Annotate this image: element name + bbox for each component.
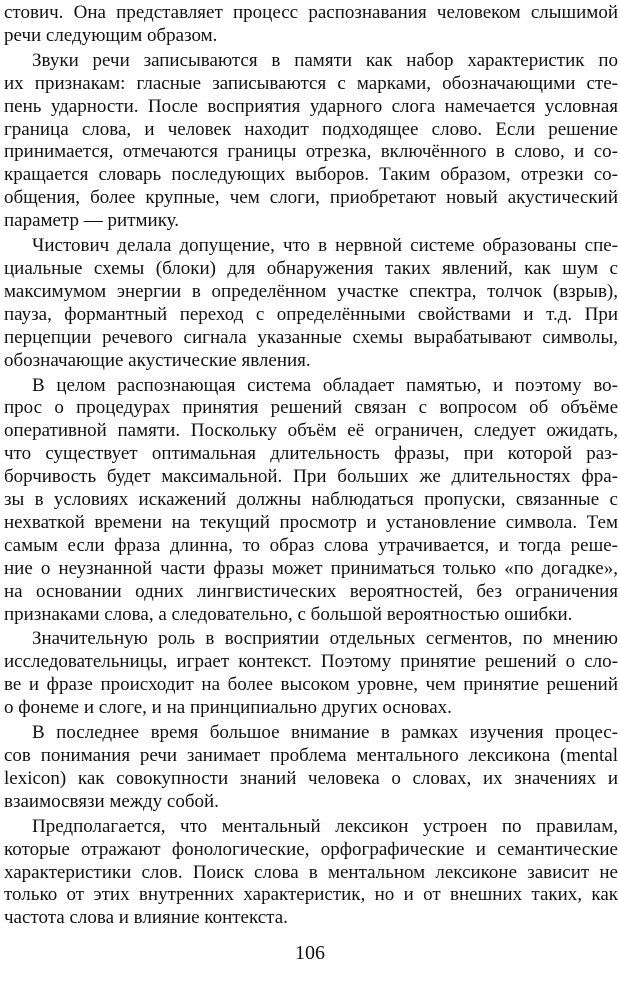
text-line: Звуки речи записываются в памяти как набор характеристик по (32, 49, 618, 71)
paragraph (4, 235, 618, 372)
text-line: параметр — ритмику. (4, 210, 179, 232)
body-text (0, 2, 620, 930)
text-line: речи следующим образом. (4, 24, 218, 46)
text-line: максимумом энергии в определённом участке спектра, толчок (взрыв), (4, 280, 618, 302)
text-line: их признакам: гласные записываются с марками, обозначающими сте- (4, 72, 618, 94)
text-line: Предполагается, что ментальный лексикон устроен по правилам, (32, 815, 618, 837)
text-line: только от этих внутренних характеристик, но и от внешних таких, как (4, 884, 618, 906)
text-line: циальные схемы (блоки) для обнаружения таких явлений, как шум с (4, 257, 618, 279)
text-line: зы в условиях искажений должны наблюдаться пропуски, связанные с (4, 489, 618, 511)
text-line: обозначающие акустические явления. (4, 349, 311, 371)
text-line: пень ударности. После восприятия ударного слога намечается условная (4, 95, 618, 117)
text-line: граница слова, и человек находит подходящее слово. Если решение (4, 118, 618, 140)
text-line: пауза, формантный переход с определёнными свойствами и т.д. При (4, 303, 618, 325)
text-line: что существует оптимальная длительность фразы, при которой раз- (4, 443, 618, 465)
text-line: которые отражают фонологические, орфографические и семантические (4, 838, 618, 860)
text-line: В последнее время большое внимание в рамках изучения процес- (32, 722, 618, 744)
text-line: сов понимания речи занимает проблема ментального лексикона (mental (4, 745, 618, 766)
text-line: борчивость будет максимальной. При больших же длительностях фра- (4, 466, 618, 488)
text-line: кращается словарь последующих выборов. Таким образом, отрезки со- (4, 164, 618, 186)
text-line: ние о неузнанной части фразы может приниматься только «по догадке», (4, 557, 618, 579)
paragraph (4, 375, 618, 627)
page-number: 106 (295, 942, 325, 964)
text-line: исследовательницы, играет контекст. Поэтому принятие решений о сло- (4, 651, 618, 673)
text-line: признаками слова, а следовательно, с большой вероятностью ошибки. (4, 603, 573, 625)
paragraph (4, 2, 618, 48)
text-line: принимается, отмечаются границы отрезка, включённого в слово, и со- (4, 141, 618, 163)
paragraph (4, 50, 618, 233)
text-line: ве и фразе происходит на более высоком уровне, чем принятие решений (4, 674, 618, 696)
paragraph (4, 722, 618, 814)
text-line: нехваткой времени на текущий просмотр и установление символа. Тем (4, 511, 618, 533)
text-line: частота слова и влияние контекста. (4, 907, 288, 929)
paragraph (4, 628, 618, 720)
text-line: взаимосвязи между собой. (4, 790, 219, 812)
text-line: оперативной памяти. Поскольку объём её ограничен, следует ожидать, (4, 420, 618, 442)
text-line: прос о процедурах принятия решений связан с вопросом об объёме (4, 397, 618, 419)
text-line: стович. Она представляет процесс распознавания человеком слышимой (4, 2, 618, 23)
text-line: самым если фраза длинна, то образ слова утрачивается, и тогда реше- (4, 534, 618, 556)
text-line: Чистович делала допущение, что в нервной системе образованы спе- (32, 235, 618, 257)
text-line: общения, более крупные, чем слоги, приобретают новый акустический (4, 187, 618, 209)
text-line: Значительную роль в восприятии отдельных сегментов, по мнению (32, 628, 618, 650)
text-line: перцепции речевого сигнала указанные схемы вырабатывают символы, (4, 326, 618, 348)
text-line: lexicon) как совокупности знаний человека о словах, их значениях и (4, 767, 618, 789)
text-line: характеристики слов. Поиск слова в ментальном лексиконе зависит не (4, 861, 618, 883)
text-line: на основании одних лингвистических вероятностей, без ограничения (4, 580, 618, 602)
text-line: В целом распознающая система обладает памятью, и поэтому во- (32, 374, 618, 396)
paragraph (4, 816, 618, 931)
text-line: о фонеме и слоге, и на принципиально других основах. (4, 697, 452, 719)
